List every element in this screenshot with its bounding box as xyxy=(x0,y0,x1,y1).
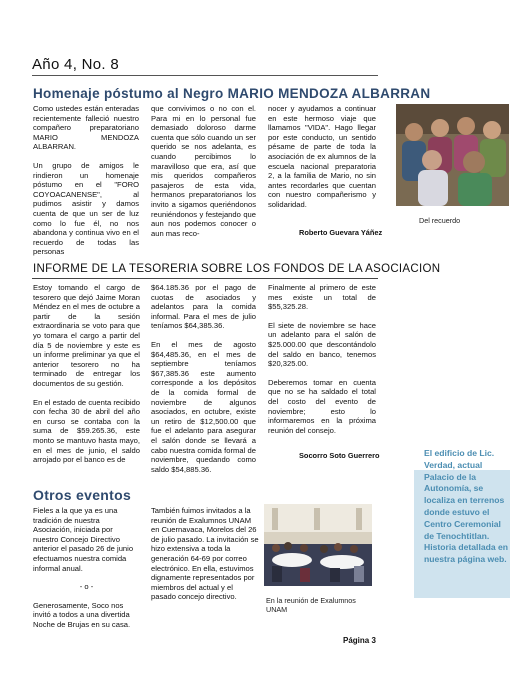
section-rule xyxy=(32,278,378,279)
article2-column-1 xyxy=(33,283,140,465)
article3-col1-para1: Fieles a la que ya es una tradición de nuestra Asociación, iniciada por nuestro Concejo Directivo anterior el pasado 26 de junio efectuamos nuestra comida informal anual. xyxy=(33,506,134,573)
article3-col2-para1: También fuimos invitados a la reunión de Exalumnos UNAM en Cuernavaca, Morelos del 26 de julio pasado. La invitación se hizo extensiva a toda la generación 64-69 por correo electrónico. En ella, estuvimos dignamente representados por miembros del actual y el pasado concejo directivo. xyxy=(151,506,259,602)
article1-title: Homenaje póstumo al Negro MARIO MENDOZA ALBARRAN xyxy=(33,86,431,101)
header-rule xyxy=(32,75,378,76)
article1-photo-caption: Del recuerdo xyxy=(419,216,461,225)
article3-separator: - o - xyxy=(79,582,94,592)
article2-col2-para1: $64.185.36 por el pago de cuotas de asociados y adelantos para la comida informal. Para el mes de julio teníamos $64,385.36. xyxy=(151,283,256,331)
page-number: Página 3 xyxy=(343,636,376,645)
article3-column-2 xyxy=(151,506,259,602)
article2-col1-para1: Estoy tomando el cargo de tesorero que dejó Jaime Moran Méndez en el mes de octubre a partir de la sesión extraordinaria se voto para que yo tomara el cargo a partir del día 5 de noviembre y este es un informe preliminar ya que el anterior tesorero no ha terminado de entregar los documentos de su gestión. xyxy=(33,283,140,388)
reunion-photo xyxy=(264,504,372,586)
article2-col2-para2: En el mes de agosto $64,485.36, en el mes de septiembre teníamos $67,385.36 este aumento corresponde a los depósitos de la comida formal de noviembre de algunos asociados, en octubre, existe un retiro de $12,500.00 que fue el adelanto para asegurar el salón donde se llevará a cabo nuestra comida formal de noviembre, quedando como saldo $54,885.36. xyxy=(151,339,256,474)
memorial-group-photo xyxy=(396,104,509,206)
article2-title: INFORME DE LA TESORERIA SOBRE LOS FONDOS DE LA ASOCIACION xyxy=(33,263,441,275)
article3-column-1 xyxy=(33,506,140,630)
article2-col3-para1: Finalmente al primero de este mes existe un total de $55,325.28. xyxy=(268,283,376,312)
article1-col1-para1: Como ustedes están enteradas recientemente falleció nuestro compañero preparatoriano MARIO MENDOZA ALBARRAN. xyxy=(33,104,139,152)
sidebar-text: El edificio de Lic. Verdad, actual Palacio de la Autonomía, se localiza en terrenos donde estuvo el Centro Ceremonial de Tenochtitlan. Historia detallada en nuestra página web. xyxy=(424,448,509,565)
article1-column-1 xyxy=(33,104,139,257)
article2-column-3 xyxy=(268,283,376,435)
article3-col1-para2: Generosamente, Soco nos invitó a todos a una divertida Noche de Brujas en su casa. xyxy=(33,600,131,629)
article1-column-3 xyxy=(268,104,376,210)
issue-number: Año 4, No. 8 xyxy=(32,56,119,73)
article1-col1-para2: Un grupo de amigos le rindieron un homenaje póstumo en el "FORO COYOACANENSE", al pudimos asistir y damos cuenta de que un ser de luz como lo fue él, no nos abandona y continua vivo en el recuerdo de todas las personas xyxy=(33,160,139,257)
article1-col3-para1: nocer y ayudamos a continuar en este hermoso viaje que llamamos "VIDA". Hago llegar por este conducto, un sentido pésame de parte de toda la asociación de ex alumnos de la escuela nacional preparatoria 2, a la familia de Mario, no sin antes recordarles que cuentan con nuestro compañerismo y solidaridad. xyxy=(268,104,376,209)
article1-col2-para1: que convivimos o no con el. Para mi en lo personal fue demasiado doloroso darme cuenta que sólo cuando un ser querido se nos adelanta, es cuando percibimos lo maravilloso que era, así que mis queridos compañeros pasajeros de esta vida, hermanos preparatorianos los invito a sigamos queriéndonos reuniéndonos y festejando que aun nos podemos conocer o aun mas reco- xyxy=(151,104,256,238)
article2-col3-para2: El siete de noviembre se hace un adelanto para el salón de $25.000.00 que descontándolo del saldo en banco, tenemos $20,325.00. xyxy=(268,320,376,369)
article3-photo-caption: En la reunión de Exalumnos UNAM xyxy=(266,596,356,614)
article1-signature: Roberto Guevara Yáñez xyxy=(299,228,383,237)
article2-signature: Socorro Soto Guerrero xyxy=(299,451,380,460)
article1-column-2 xyxy=(151,104,256,238)
article2-column-2 xyxy=(151,283,256,474)
article3-title: Otros eventos xyxy=(33,487,132,503)
article2-col1-para2: En el estado de cuenta recibido con fecha 30 de abril del año en curso se contaba con la suma de $59.265.36, este monto se mantuvo hasta mayo, en el mes de junio, el saldo arrojado por el banco es de xyxy=(33,397,140,465)
article2-col3-para3: Deberemos tomar en cuenta que no se ha saldado el total del costo del evento de noviembre; esto lo informaremos en la próxima reunión del consejo. xyxy=(268,377,376,435)
